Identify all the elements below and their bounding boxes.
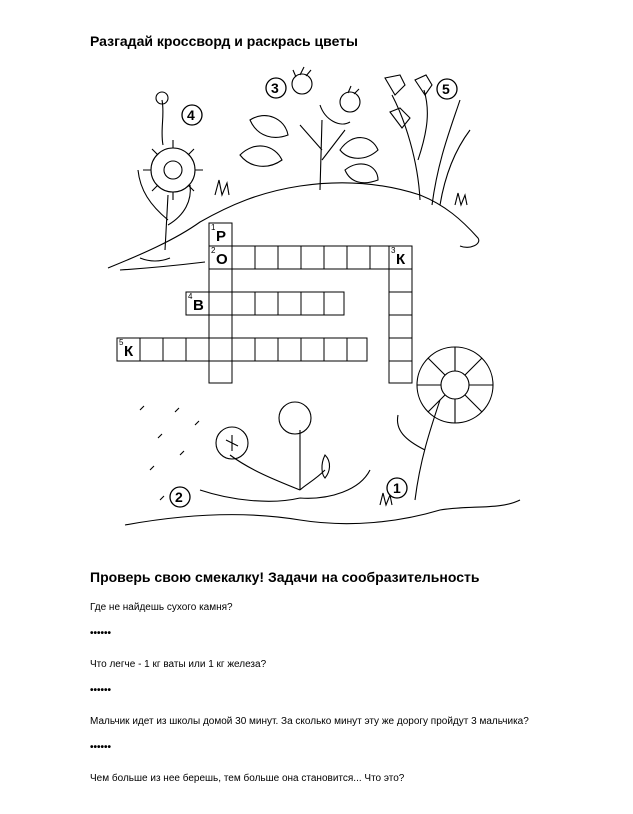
flower-label-4	[182, 105, 202, 125]
question-3: Мальчик идет из школы домой 30 минут. За сколько минут эту же дорогу пройдут 3 мальчика?	[90, 716, 529, 727]
answer-placeholder-2: ••••••	[90, 685, 112, 696]
svg-text:1: 1	[393, 480, 401, 496]
flower-label-5	[437, 79, 457, 99]
answer-placeholder-3: ••••••	[90, 742, 112, 753]
dandelion-flower	[140, 402, 370, 501]
crossword-cell[interactable]	[324, 338, 347, 361]
crossword-cell[interactable]	[209, 292, 232, 315]
crossword-letter: К	[396, 251, 406, 268]
crossword-cell[interactable]	[140, 338, 163, 361]
quiz-title: Проверь свою смекалку! Задачи на сообразительность	[90, 569, 480, 585]
crossword-cell[interactable]	[163, 338, 186, 361]
crossword-letter: К	[124, 343, 134, 360]
crossword-cell[interactable]	[347, 338, 367, 361]
crossword-cell[interactable]	[186, 338, 209, 361]
crossword-cell[interactable]	[209, 361, 232, 383]
crossword-cell[interactable]	[209, 269, 232, 292]
crossword-cell[interactable]	[389, 292, 412, 315]
question-4: Чем больше из нее берешь, тем больше она становится... Что это?	[90, 773, 405, 784]
crossword-cell[interactable]	[255, 338, 278, 361]
page-title: Разгадай кроссворд и раскрась цветы	[90, 33, 358, 49]
crossword-cell[interactable]	[255, 292, 278, 315]
crossword-cell[interactable]	[301, 338, 324, 361]
crossword-cell[interactable]	[389, 338, 412, 361]
crossword-cell[interactable]	[232, 292, 255, 315]
question-1: Где не найдешь сухого камня?	[90, 602, 233, 613]
crossword-cell[interactable]	[278, 338, 301, 361]
clue-number: 3	[391, 246, 396, 255]
crossword-cell[interactable]	[278, 292, 301, 315]
svg-text:2: 2	[175, 489, 183, 505]
svg-text:5: 5	[442, 81, 450, 97]
clue-number: 1	[211, 223, 216, 232]
flower-label-1	[387, 478, 407, 498]
clover-flower	[240, 67, 378, 190]
crossword-cell[interactable]	[347, 246, 370, 269]
clue-number: 5	[119, 338, 124, 347]
crossword-cell[interactable]	[324, 292, 344, 315]
crossword-letter: Р	[216, 228, 227, 245]
crossword-cell[interactable]	[209, 338, 232, 361]
crossword-grid	[117, 223, 412, 383]
crossword-cell[interactable]	[389, 315, 412, 338]
crossword-cell[interactable]	[232, 338, 255, 361]
svg-text:4: 4	[187, 107, 195, 123]
crossword-cell[interactable]	[278, 246, 301, 269]
crossword-cell[interactable]	[389, 269, 412, 292]
answer-placeholder-1: ••••••	[90, 628, 112, 639]
flower-label-2	[170, 487, 190, 507]
crossword-cell[interactable]	[301, 292, 324, 315]
flower-label-3	[266, 78, 286, 98]
bluebell-flower	[385, 75, 470, 205]
crossword-cell[interactable]	[370, 246, 389, 269]
clue-number: 2	[211, 246, 216, 255]
crossword-cell[interactable]	[389, 361, 412, 383]
crossword-cell[interactable]	[209, 315, 232, 338]
svg-text:3: 3	[271, 80, 279, 96]
crossword-cell[interactable]	[324, 246, 347, 269]
crossword-cell[interactable]	[301, 246, 324, 269]
crossword-letter: В	[193, 297, 204, 314]
clue-number: 4	[188, 292, 193, 301]
crossword-cell[interactable]	[232, 246, 255, 269]
crossword-cell[interactable]	[255, 246, 278, 269]
question-2: Что легче - 1 кг ваты или 1 кг железа?	[90, 659, 267, 670]
crossword-letter: О	[216, 251, 228, 268]
